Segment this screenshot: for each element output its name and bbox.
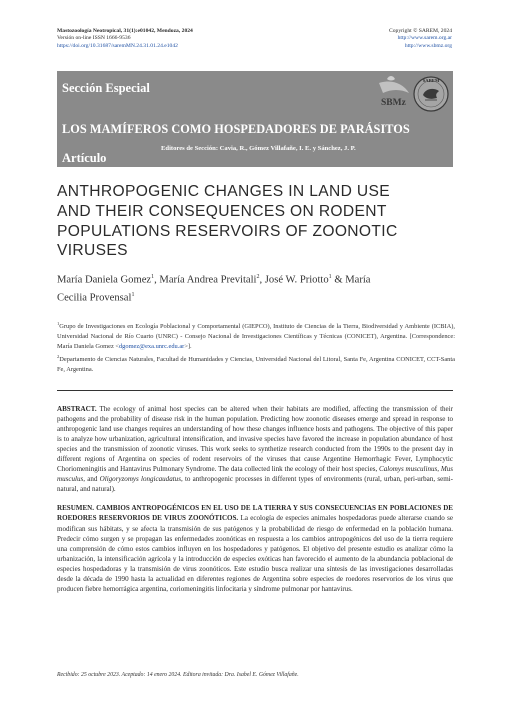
journal-header-left	[57, 28, 193, 50]
correspondence-email-link[interactable]: dgomez@exa.unrc.edu.ar	[118, 342, 185, 350]
received-accepted-footer: Recibido: 25 octubre 2023. Aceptado: 14 enero 2024. Editora invitada: Dra. Isabel E. Gómez Villafañe.	[57, 672, 299, 678]
affiliation-text: Departamento de Ciencias Naturales, Facultad de Humanidades y Ciencias, Universidad Nacional del Litoral, Santa Fe, Argentina CONICET, CCT-Santa Fe, Argentina.	[57, 355, 455, 373]
sarem-link[interactable]: http://www.sarem.org.ar	[397, 35, 452, 42]
affiliation-mark: 2	[57, 353, 60, 359]
affiliation-item	[57, 352, 455, 375]
author-name: María Andrea Previtali	[159, 274, 257, 286]
author-separator: & María	[331, 274, 371, 286]
title-line: AND THEIR CONSEQUENCES ON RODENT	[57, 202, 387, 220]
author-list	[57, 270, 457, 305]
sarem-logo-text: SAREM	[422, 78, 440, 83]
society-logos	[351, 73, 449, 119]
resumen-paragraph	[57, 503, 453, 593]
sbmz-logo-icon	[379, 76, 409, 108]
sbmz-logo-text: SBMz	[381, 98, 406, 108]
author-name: José W. Priotto	[264, 274, 329, 286]
special-section-banner	[57, 71, 453, 167]
author-separator: ,	[154, 274, 160, 286]
abstract-label: ABSTRACT.	[57, 405, 97, 413]
resumen-text: La ecología de especies animales hospedadoras puede alterarse cuando se modifican sus hábitats, y se afecta la transmisión de sus patógenos y la probabilidad de riesgo de enfermedad en la población humana. Predecir cómo surgen y se propagan las enfermedades zoonóticas en respuesta a los cambios antropogénicos del uso de la tierra requiere una comprensión de cómo estos cambios influyen en los hospedadores y patógenos. El objetivo del presente estudio es analizar cómo la urbanización, la intensificación agrícola y la introducción de especies exóticas han favorecido el aumento de la abundancia poblacional de especies hospedadoras y la transmisión de virus zoonóticos. Este estudio busca realizar una síntesis de las investigaciones desarrolladas desde la década de 1990 hasta la actualidad en diferentes regiones de Argentina sobre especies de roedores reservorios de los virus que producen fiebre hemorrágica argentina, coriomeningitis linfocitaria y síndrome pulmonar por hantavirus.	[57, 514, 453, 593]
title-line: VIRUSES	[57, 242, 128, 260]
affiliation-mark: 1	[57, 321, 60, 326]
title-line: POPULATIONS RESERVOIRS OF ZOONOTIC	[57, 222, 398, 240]
author-affiliation-mark: 1	[328, 274, 332, 280]
abstract-text: The ecology of animal host species can be altered when their habitats are modified, affecting the transmission of their pathogens and the probability of disease risk in the human population. Predicting how zoonotic diseases emerge and spread in response to anthropogenic land use changes requires an understanding of how these changes influence hosts and pathogens. The objective of this paper is to analyze how urbanization, agricultural intensification, and invasive species have favored the increase in population abundance of host species and the transmission of zoonotic viruses. This work seeks to synthetize research conducted from the 1990s to the present day in different regions of Argentina on species of rodent reservoirs of the viruses that cause Argentine Hemorrhagic Fever, Lymphocytic Choriomeningitis and Hantavirus Pulmonary Syndrome. The data collected link the ecology of their host species,	[57, 405, 453, 474]
abstract-separator: ,	[437, 465, 441, 474]
abstract-separator: , and	[83, 475, 100, 484]
logos-graphic	[351, 73, 449, 119]
species-name: Mus musculus	[57, 465, 453, 484]
journal-citation: Mastozoología Neotropical, 31(1):e01042, Mendoza, 2024	[57, 28, 193, 34]
author-affiliation-mark: 1	[131, 291, 135, 298]
article-title	[57, 182, 457, 261]
abstract-block	[57, 404, 453, 603]
species-name: Calomys musculinus	[379, 465, 438, 474]
sbmz-link[interactable]: http://www.sbmz.org	[404, 42, 452, 49]
title-line: ANTHROPOGENIC CHANGES IN LAND USE	[57, 183, 391, 200]
author-name: María Daniela Gomez	[57, 274, 152, 286]
author-separator: ,	[259, 274, 265, 286]
species-name: Oligoryzomys longicaudatus	[99, 475, 181, 484]
abstract-text-end: , to anthropogenic processes in different types of environments (rural, urban, peri-urban, semi-natural, and natural).	[57, 475, 453, 494]
journal-header-right	[389, 28, 452, 50]
section-divider	[57, 390, 453, 391]
affiliation-text-end: >].	[184, 342, 192, 350]
special-section-title: LOS MAMÍFEROS COMO HOSPEDADORES DE PARÁSITOS	[62, 122, 410, 136]
affiliation-item	[57, 319, 455, 352]
doi-link[interactable]: https://doi.org/10.31687/saremMN.24.31.01.24.e1042	[57, 42, 178, 49]
section-label: Sección Especial	[62, 81, 150, 95]
author-affiliation-mark: 1	[151, 274, 155, 280]
abstract-paragraph	[57, 404, 453, 494]
copyright-line: Copyright © SAREM, 2024	[389, 28, 452, 34]
affiliations	[57, 319, 455, 375]
resumen-label: RESUMEN. CAMBIOS ANTROPOGÉNICOS EN EL USO DE LA TIERRA Y SUS CONSECUENCIAS EN POBLACIONES DE ROEDORES RESERVORIOS DE VIRUS ZOONÓTICOS.	[57, 504, 453, 523]
affiliation-text: Grupo de Investigaciones en Ecología Poblacional y Comportamental (GIEPCO), Instituto de Ciencias de la Tierra, Biodiversidad y Ambiente (ICBIA), Universidad Nacional de Río Cuarto (UNRC) - Consejo Nacional de Investigaciones Científicas y Técnicas (CONICET), Argentina. [Correspondence: María Daniela Gomez <	[57, 323, 455, 350]
sarem-seal-icon	[414, 77, 448, 111]
section-editors: Editores de Sección: Cavia, R., Gómez Villafañe, I. E. y Sánchez, J. P.	[161, 145, 356, 152]
issn-line: Versión on-line ISSN 1666-9536	[57, 35, 131, 42]
author-name: Cecilia Provensal	[57, 292, 132, 304]
author-affiliation-mark: 2	[256, 274, 260, 280]
article-type: Artículo	[62, 151, 107, 165]
